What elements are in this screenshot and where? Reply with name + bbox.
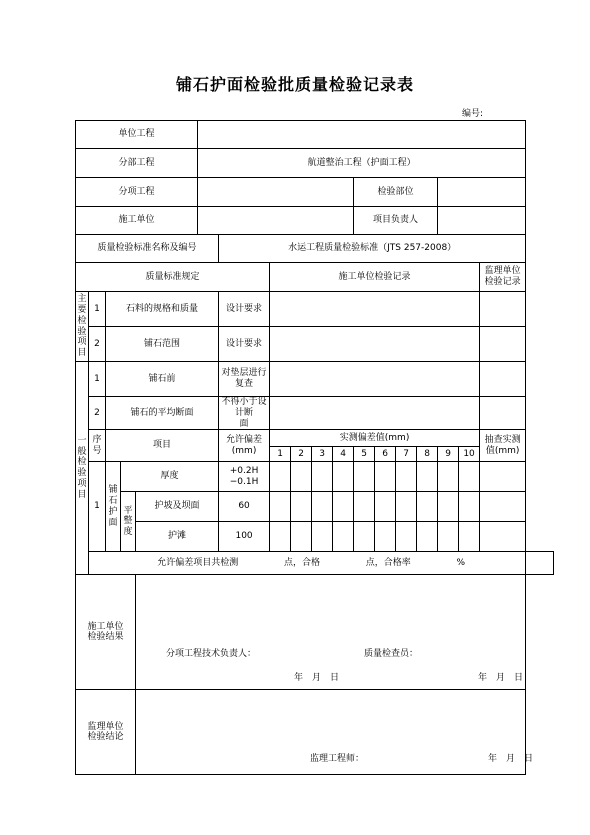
main-item-requirement: 设计要求 (219, 327, 270, 362)
row-section-header (76, 263, 554, 292)
general-item-no: 1 (89, 362, 106, 397)
measure-cell[interactable] (396, 492, 417, 522)
tech-lead-label: 分项工程技术负责人： (166, 649, 257, 660)
row-division-project (76, 149, 554, 178)
measure-cell[interactable] (417, 462, 438, 492)
measured-col-6: 6 (375, 447, 396, 462)
measure-cell[interactable] (333, 522, 354, 552)
main-item-supervision[interactable] (480, 292, 526, 327)
slope-label: 护坡及坝面 (136, 492, 219, 522)
beach-tolerance: 100 (219, 522, 270, 552)
main-item-requirement: 设计要求 (219, 292, 270, 327)
supervision-conclusion-row (76, 690, 554, 775)
spot-check-header: 抽查实测 值(mm) (480, 430, 526, 462)
inspection-record-table (75, 120, 554, 775)
measure-cell[interactable] (270, 522, 291, 552)
page-title: 铺石护面检验批质量检验记录表 (175, 75, 414, 94)
supervision-conclusion-label: 监理单位 检验结论 (76, 690, 136, 775)
paving-no: 1 (89, 462, 106, 552)
measured-header: 实测偏差值(mm) (270, 430, 480, 447)
inspection-part-label: 检验部位 (354, 178, 438, 207)
division-project-label: 分部工程 (76, 149, 198, 178)
inspection-part-value[interactable] (438, 178, 526, 207)
date-engineer: 年 月 日 (488, 754, 534, 765)
subitem-project-value[interactable] (198, 178, 354, 207)
summary-row (76, 552, 554, 575)
summary-empty (526, 552, 554, 575)
measure-cell[interactable] (396, 522, 417, 552)
slope-row (76, 492, 554, 522)
measure-cell[interactable] (375, 462, 396, 492)
measure-cell[interactable] (396, 462, 417, 492)
main-item-record[interactable] (270, 292, 480, 327)
division-project-value[interactable]: 航道整治工程（护面工程） (198, 149, 526, 178)
thickness-row (76, 462, 554, 492)
paving-label: 铺 石 护 面 (106, 462, 121, 552)
measured-col-5: 5 (354, 447, 375, 462)
measure-cell[interactable] (270, 492, 291, 522)
slope-tolerance: 60 (219, 492, 270, 522)
row-subitem-project (76, 178, 554, 207)
measure-cell[interactable] (291, 492, 312, 522)
measure-cell[interactable] (291, 522, 312, 552)
inspector-label: 质量检查员： (364, 649, 419, 660)
serial-number-label: 编号: (462, 109, 484, 119)
tolerance-header: 允许偏差(mm) (219, 430, 270, 462)
general-item-supervision[interactable] (480, 397, 526, 430)
main-item-row (76, 327, 554, 362)
measure-cell[interactable] (417, 492, 438, 522)
measure-cell[interactable] (438, 462, 459, 492)
construction-unit-value[interactable] (198, 207, 354, 235)
main-item-no: 2 (89, 327, 106, 362)
spot-check-cell[interactable] (480, 522, 526, 552)
measure-cell[interactable] (354, 492, 375, 522)
measured-col-3: 3 (312, 447, 333, 462)
construction-unit-label: 施工单位 (76, 207, 198, 235)
measured-col-8: 8 (417, 447, 438, 462)
main-item-record[interactable] (270, 327, 480, 362)
measured-col-1: 1 (270, 447, 291, 462)
subitem-project-label: 分项工程 (76, 178, 198, 207)
general-item-name: 铺石的平均断面 (106, 397, 219, 430)
general-item-name: 铺石前 (106, 362, 219, 397)
beach-row (76, 522, 554, 552)
measure-cell[interactable] (459, 522, 480, 552)
thickness-tolerance: +0.2H −0.1H (219, 462, 270, 492)
thickness-label: 厚度 (121, 462, 219, 492)
measured-col-4: 4 (333, 447, 354, 462)
item-header: 项目 (106, 430, 219, 462)
supervision-record-header: 监理单位 检验记录 (480, 263, 526, 292)
construction-conclusion-row (76, 575, 554, 690)
main-item-name: 石料的规格和质量 (106, 292, 219, 327)
measure-cell[interactable] (438, 492, 459, 522)
main-item-supervision[interactable] (480, 327, 526, 362)
general-item-record[interactable] (270, 397, 480, 430)
beach-label: 护滩 (136, 522, 219, 552)
main-item-no: 1 (89, 292, 106, 327)
standard-label: 质量检验标准名称及编号 (76, 235, 219, 263)
main-item-name: 铺石范围 (106, 327, 219, 362)
measure-cell[interactable] (312, 522, 333, 552)
measure-cell[interactable] (459, 462, 480, 492)
measure-cell[interactable] (291, 462, 312, 492)
measure-cell[interactable] (312, 462, 333, 492)
standard-value: 水运工程质量检验标准（JTS 257-2008） (219, 235, 526, 263)
summary-total-label: 允许偏差项目共检测 (157, 557, 239, 568)
measure-cell[interactable] (333, 492, 354, 522)
date-tech-lead: 年 月 日 (294, 673, 340, 684)
summary-percent: % (456, 557, 466, 568)
quality-standard-header: 质量标准规定 (76, 263, 270, 292)
general-item-requirement: 不得小于设计断 面 (219, 397, 270, 430)
measure-cell[interactable] (312, 492, 333, 522)
general-item-row (76, 362, 554, 397)
summary-pass-label: 点，合格 (283, 557, 320, 568)
project-manager-value[interactable] (438, 207, 526, 235)
unit-project-label: 单位工程 (76, 121, 198, 149)
measured-header-row (76, 430, 554, 447)
summary-rate-label: 点，合格率 (365, 557, 411, 568)
construction-conclusion-label: 施工单位 检验结果 (76, 575, 136, 690)
measure-cell[interactable] (459, 492, 480, 522)
row-construction-unit (76, 207, 554, 235)
main-items-group-label: 主 要 检 验 项 目 (76, 292, 89, 362)
measure-cell[interactable] (438, 522, 459, 552)
supervision-conclusion-body[interactable] (136, 690, 534, 775)
measured-col-2: 2 (291, 447, 312, 462)
measure-cell[interactable] (375, 522, 396, 552)
general-item-row (76, 397, 554, 430)
construction-record-header: 施工单位检验记录 (270, 263, 480, 292)
measured-col-9: 9 (438, 447, 459, 462)
measure-cell[interactable] (270, 462, 291, 492)
flatness-label: 平 整 度 (121, 492, 136, 552)
general-item-no: 2 (89, 397, 106, 430)
row-unit-project (76, 121, 554, 149)
general-item-supervision[interactable] (480, 362, 526, 397)
seq-header: 序 号 (89, 430, 106, 462)
general-items-group-label: 一 般 检 验 项 目 (76, 362, 89, 575)
measure-cell[interactable] (417, 522, 438, 552)
measured-col-10: 10 (459, 447, 480, 462)
measure-cell[interactable] (333, 462, 354, 492)
construction-conclusion-body[interactable] (136, 575, 526, 690)
summary-text (89, 552, 526, 575)
unit-project-value[interactable] (198, 121, 526, 149)
main-item-row (76, 292, 554, 327)
measure-cell[interactable] (375, 492, 396, 522)
date-inspector: 年 月 日 (478, 673, 524, 684)
engineer-label: 监理工程师： (310, 754, 365, 765)
general-item-requirement: 对垫层进行复查 (219, 362, 270, 397)
row-standard (76, 235, 554, 263)
general-item-record[interactable] (270, 362, 480, 397)
measured-col-7: 7 (396, 447, 417, 462)
measure-cell[interactable] (354, 462, 375, 492)
project-manager-label: 项目负责人 (354, 207, 438, 235)
spot-check-cell[interactable] (480, 492, 526, 522)
measure-cell[interactable] (354, 522, 375, 552)
spot-check-cell[interactable] (480, 462, 526, 492)
